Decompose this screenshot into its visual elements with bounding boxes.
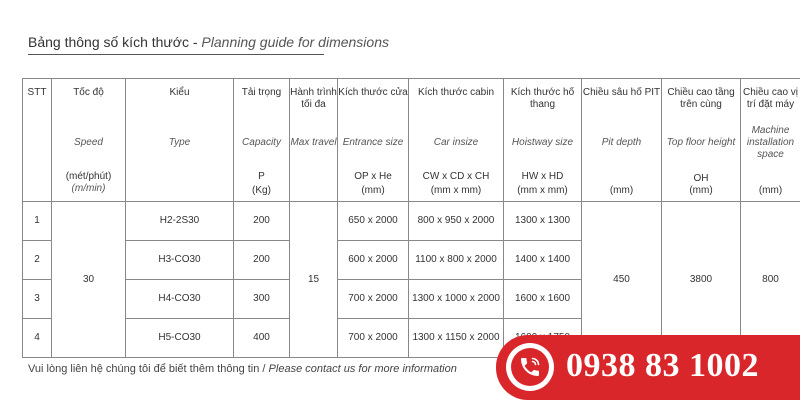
cell-capacity: 200 — [234, 241, 290, 280]
header-unit: (mm) — [361, 185, 385, 196]
header-label-en: Capacity — [242, 137, 281, 148]
phone-icon-circle — [511, 348, 549, 386]
cell-entrance: 700 x 2000 — [338, 280, 409, 319]
cell-stt: 3 — [23, 280, 52, 319]
cell-stt: 4 — [23, 319, 52, 358]
header-label: Tốc độ — [73, 87, 104, 98]
cell-capacity: 400 — [234, 319, 290, 358]
cell-stt: 1 — [23, 202, 52, 241]
cell-hoistway: 1300 x 1300 — [504, 202, 582, 241]
header-symbol: P — [258, 171, 265, 182]
cell-car: 1300 x 1000 x 2000 — [409, 280, 504, 319]
header-label: Chiều cao vị trí đặt máy — [742, 87, 799, 110]
cell-hoistway: 1600 x 1600 — [504, 280, 582, 319]
header-label-en: Pit depth — [601, 137, 642, 148]
title-vi: Bảng thông số kích thước - — [28, 34, 202, 50]
header-symbol: OH — [693, 173, 709, 184]
header-symbol: OP x He — [354, 171, 392, 182]
header-hoistway — [504, 79, 582, 202]
cell-type: H3-CO30 — [126, 241, 234, 280]
header-label: Kiểu — [169, 87, 190, 98]
hotline-number[interactable]: 0938 83 1002 — [566, 347, 759, 384]
cell-type: H2-2S30 — [126, 202, 234, 241]
header-label-en: Car insize — [433, 137, 479, 148]
header-unit: (m/min) — [71, 183, 106, 194]
cell-entrance: 600 x 2000 — [338, 241, 409, 280]
header-label-en: Hoistway size — [511, 137, 574, 148]
header-label: Tải trọng — [241, 87, 282, 98]
header-label: Kích thước cabin — [417, 87, 495, 98]
dimension-table — [22, 78, 800, 358]
header-label: Kích thước hố thang — [510, 87, 575, 110]
header-symbol: (mét/phút) — [65, 171, 112, 182]
header-label: Kích thước cửa — [338, 87, 408, 98]
header-max-travel — [290, 79, 338, 202]
header-label: Hành trình tối đa — [290, 87, 337, 110]
header-type — [126, 79, 234, 202]
title-underline — [28, 54, 324, 55]
header-unit: (mm x mm) — [430, 185, 482, 196]
header-symbol: CW x CD x CH — [422, 171, 490, 182]
table-row — [23, 202, 800, 241]
cell-max-travel: 15 — [290, 202, 338, 358]
title-en: Planning guide for dimensions — [201, 34, 389, 50]
cell-machine-space: 800 — [741, 202, 800, 358]
header-unit: (mm) — [689, 185, 713, 196]
cell-capacity: 200 — [234, 202, 290, 241]
header-speed — [52, 79, 126, 202]
header-label-en: Machine installation space — [746, 125, 795, 160]
cell-car: 800 x 950 x 2000 — [409, 202, 504, 241]
header-machine-space — [741, 79, 800, 202]
header-pit-depth — [582, 79, 662, 202]
cell-speed: 30 — [52, 202, 126, 358]
header-top-floor — [662, 79, 741, 202]
cell-pit-depth: 450 — [582, 202, 662, 358]
header-label: Chiều sâu hố PIT — [582, 87, 661, 98]
cell-car: 1300 x 1150 x 2000 — [409, 319, 504, 358]
cell-top-floor: 3800 — [662, 202, 741, 358]
cell-car: 1100 x 800 x 2000 — [409, 241, 504, 280]
header-label-en: Entrance size — [342, 137, 404, 148]
page-title — [28, 34, 389, 50]
note-en: Please contact us for more information — [268, 363, 457, 375]
contact-note — [28, 363, 457, 375]
table-header-row — [23, 79, 800, 202]
cell-type: H5-CO30 — [126, 319, 234, 358]
cell-type: H4-CO30 — [126, 280, 234, 319]
header-label-en: Speed — [74, 137, 103, 148]
header-label: Chiều cao tầng trên cùng — [667, 87, 735, 110]
header-car — [409, 79, 504, 202]
header-entrance — [338, 79, 409, 202]
header-unit: (Kg) — [252, 185, 271, 196]
header-unit: (mm) — [609, 185, 634, 196]
header-symbol: HW x HD — [521, 171, 564, 182]
header-label-en: Type — [168, 137, 191, 148]
header-unit: (mm) — [758, 185, 783, 196]
header-label-en: Top floor height — [666, 137, 736, 148]
header-unit: (mm x mm) — [517, 185, 568, 196]
note-vi: Vui lòng liên hệ chúng tôi để biết thêm thông tin / — [28, 363, 269, 375]
cell-entrance: 700 x 2000 — [338, 319, 409, 358]
header-label-en: Max travel — [290, 137, 337, 148]
cell-hoistway: 1400 x 1400 — [504, 241, 582, 280]
header-capacity — [234, 79, 290, 202]
cell-entrance: 650 x 2000 — [338, 202, 409, 241]
header-stt — [23, 79, 52, 202]
phone-icon[interactable] — [506, 343, 554, 391]
header-label: STT — [27, 87, 47, 98]
phone-handset-icon — [518, 355, 542, 379]
cell-capacity: 300 — [234, 280, 290, 319]
cell-stt: 2 — [23, 241, 52, 280]
